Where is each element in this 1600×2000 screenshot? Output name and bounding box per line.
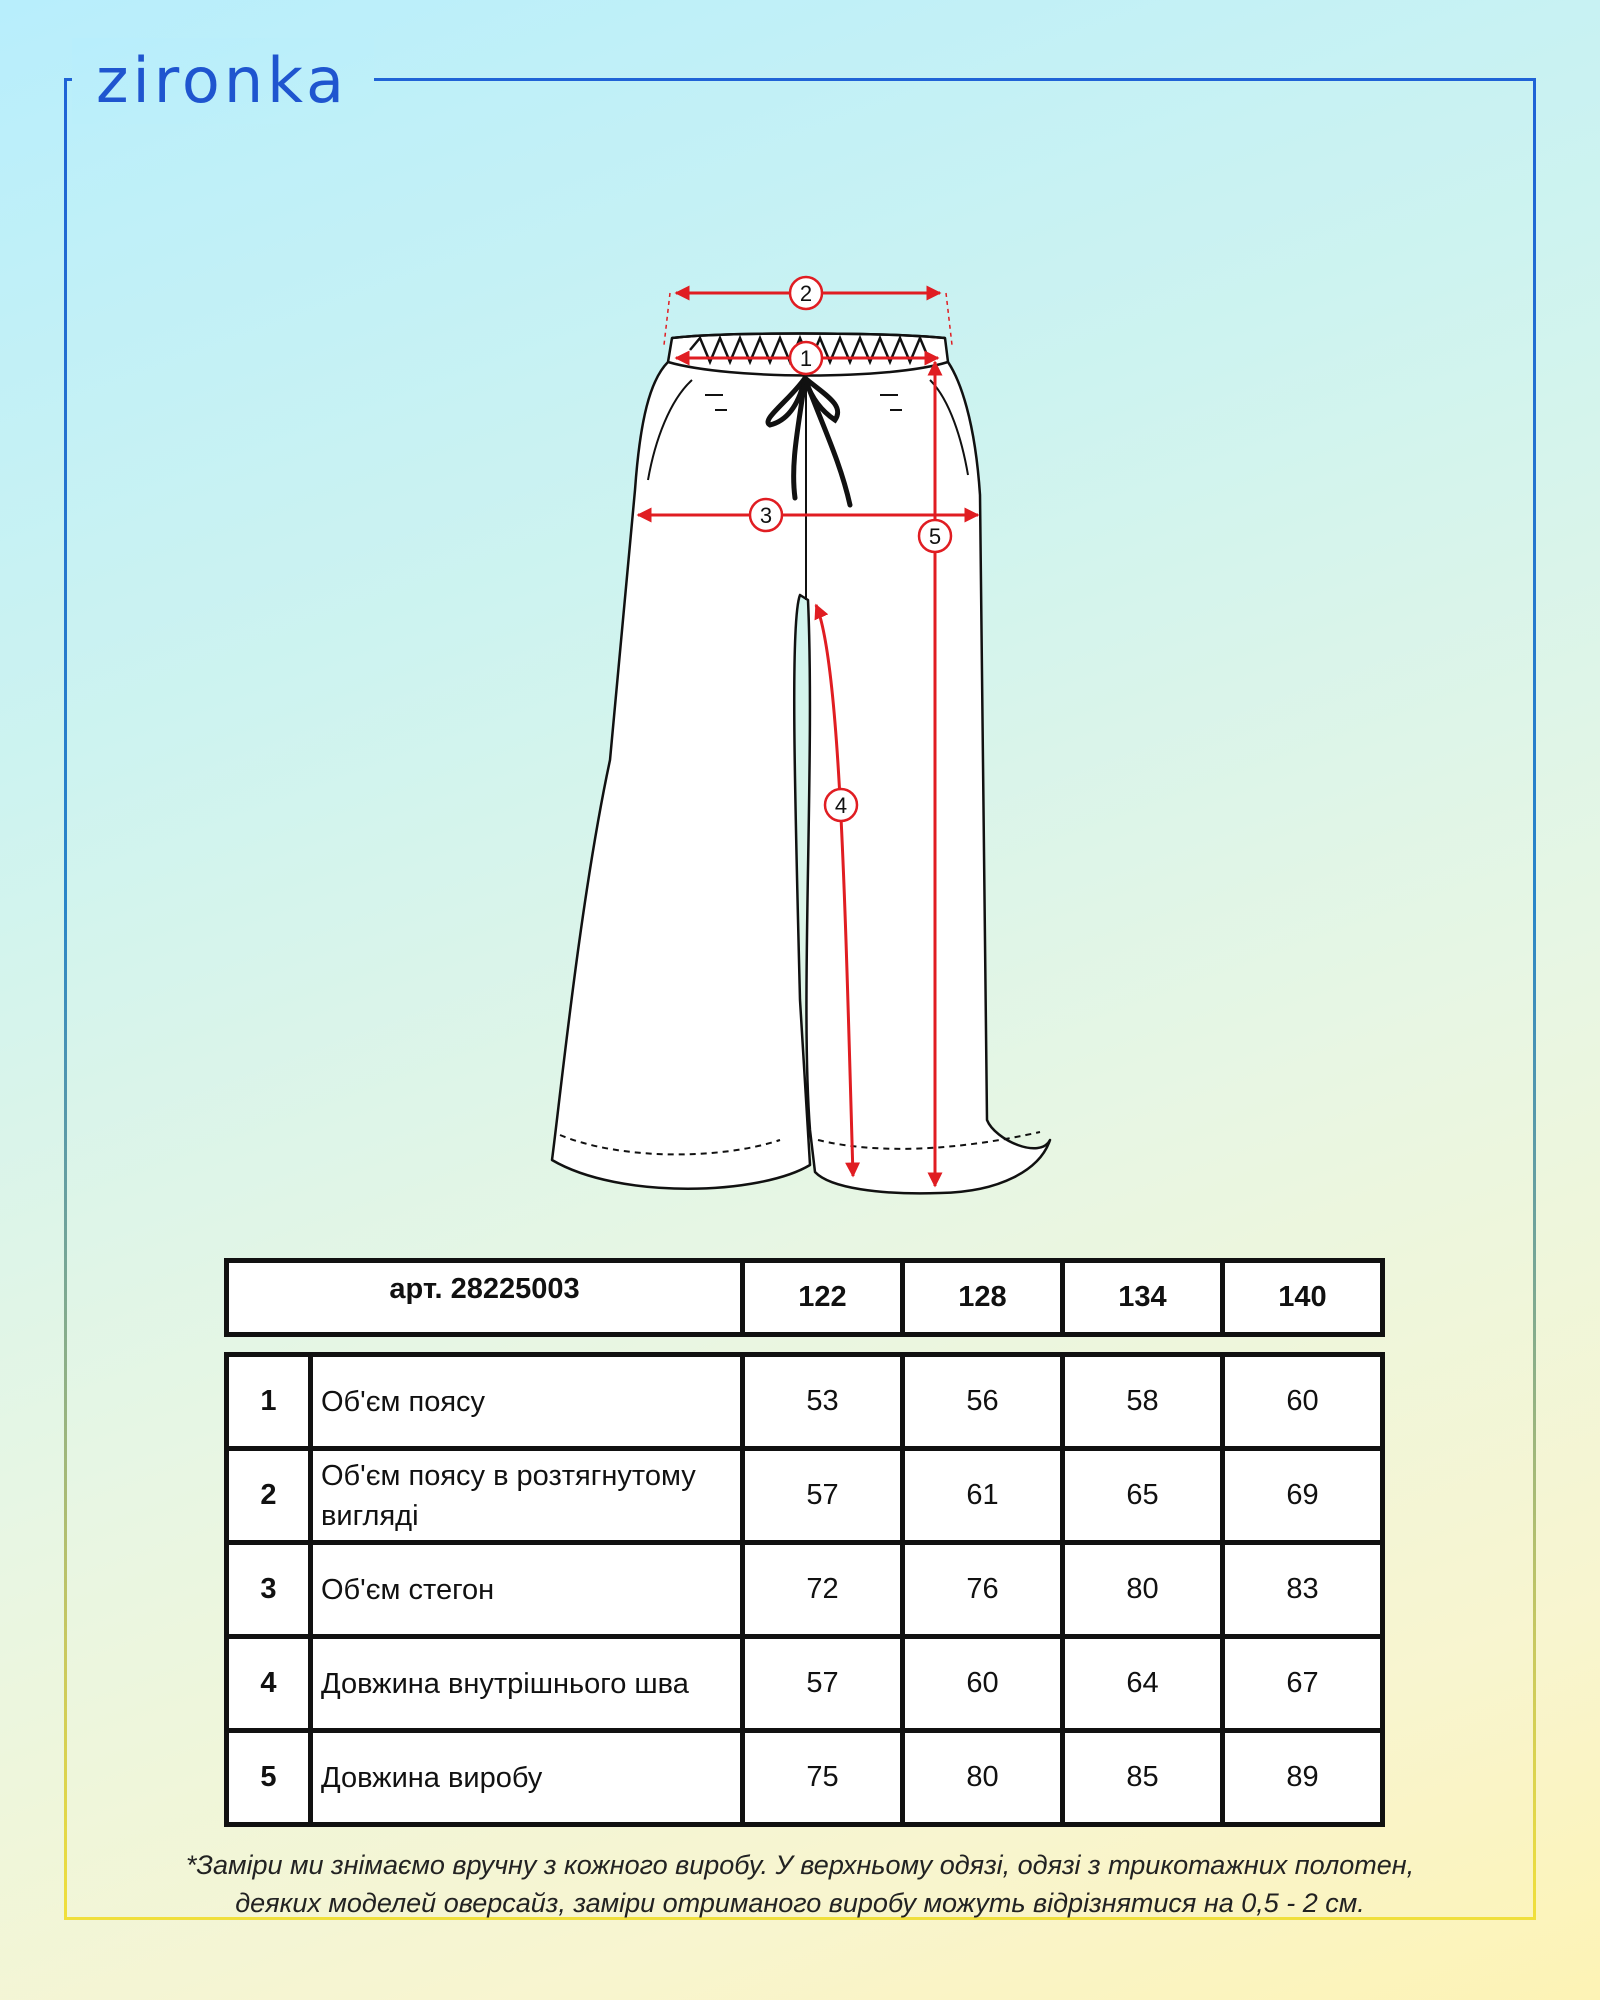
table-cell: 85 [1063,1731,1223,1825]
footnote-line-2: деяких моделей оверсайз, заміри отриманого виробу можуть відрізнятися на 0,5 - 2 см. [235,1888,1365,1918]
measure-marker-5 [919,520,951,552]
footnote-line-1: *Заміри ми знімаємо вручну з кожного виробу. У верхньому одязі, одязі з трикотажних полотен, [185,1850,1415,1880]
row-label: Об'єм стегон [311,1543,743,1637]
table-cell: 57 [743,1637,903,1731]
table-cell: 76 [903,1543,1063,1637]
row-number: 1 [227,1355,311,1449]
table-cell: 65 [1063,1449,1223,1543]
table-cell: 83 [1223,1543,1383,1637]
size-header-table [224,1258,1385,1337]
table-cell: 58 [1063,1355,1223,1449]
table-cell: 61 [903,1449,1063,1543]
row-number: 2 [227,1449,311,1543]
svg-text:3: 3 [759,503,773,528]
svg-text:4: 4 [834,793,848,818]
table-cell: 67 [1223,1637,1383,1731]
row-number: 5 [227,1731,311,1825]
measurements-table [224,1352,1385,1827]
measure-marker-1 [790,342,822,374]
table-cell: 60 [1223,1355,1383,1449]
measure-marker-3 [750,499,782,531]
table-row [227,1637,1383,1731]
size-header: 122 [743,1261,903,1335]
table-cell: 80 [1063,1543,1223,1637]
svg-text:5: 5 [928,524,942,549]
article-number: арт. 28225003 [227,1261,743,1335]
table-cell: 89 [1223,1731,1383,1825]
table-cell: 60 [903,1637,1063,1731]
footnote [64,1846,1536,1922]
table-row [227,1449,1383,1543]
row-number: 3 [227,1543,311,1637]
size-header: 134 [1063,1261,1223,1335]
table-cell: 80 [903,1731,1063,1825]
table-cell: 56 [903,1355,1063,1449]
table-cell: 75 [743,1731,903,1825]
table-cell: 64 [1063,1637,1223,1731]
size-header: 128 [903,1261,1063,1335]
row-label: Довжина внутрішнього шва [311,1637,743,1731]
pants-outline [552,334,1050,1194]
table-cell: 72 [743,1543,903,1637]
svg-text:1: 1 [799,346,813,371]
table-row [227,1731,1383,1825]
measure-marker-4 [825,789,857,821]
table-row [227,1543,1383,1637]
table-cell: 69 [1223,1449,1383,1543]
svg-text:2: 2 [799,281,813,306]
size-header: 140 [1223,1261,1383,1335]
row-number: 4 [227,1637,311,1731]
table-row [227,1355,1383,1449]
measure-marker-2 [790,277,822,309]
table-cell: 53 [743,1355,903,1449]
row-label: Об'єм поясу [311,1355,743,1449]
row-label: Об'єм поясу в розтягнутому вигляді [311,1449,743,1543]
row-label: Довжина виробу [311,1731,743,1825]
table-cell: 57 [743,1449,903,1543]
brand-logo: zironka [72,38,374,124]
